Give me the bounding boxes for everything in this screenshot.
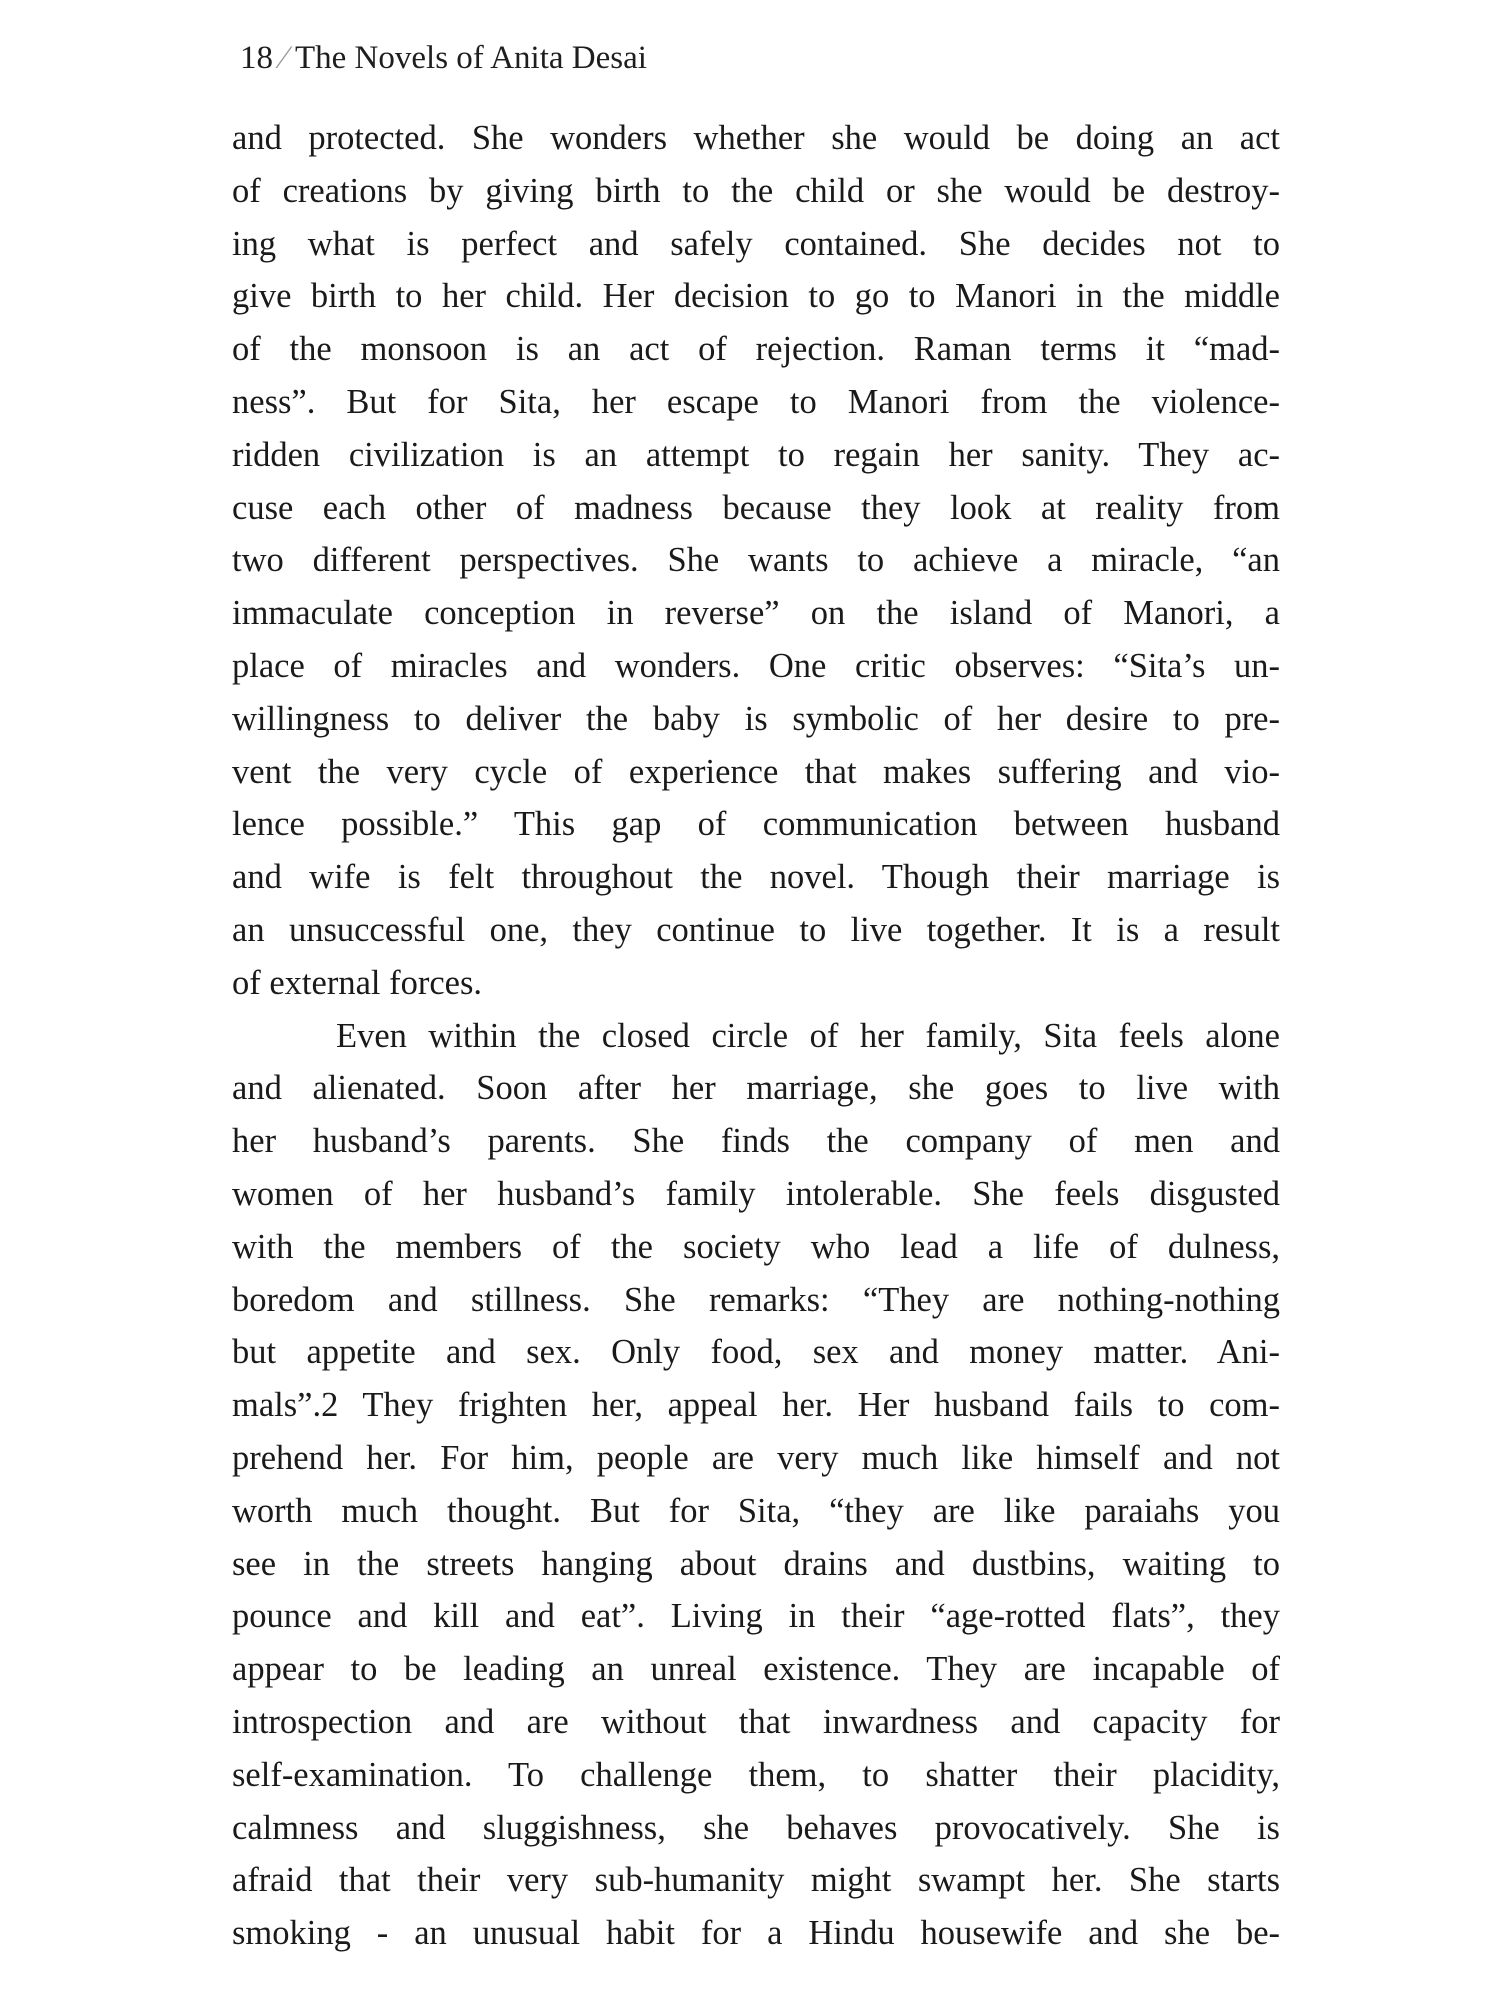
text-line: self-examination. To challenge them, to shatter their placidity, xyxy=(232,1755,1280,1794)
text-line: of external forces. xyxy=(232,963,482,1002)
paragraph-2 xyxy=(232,1010,1280,1960)
text-line: but appetite and sex. Only food, sex and money matter. Ani- xyxy=(232,1333,1280,1372)
text-line: Even within the closed circle of her family, Sita feels alone xyxy=(336,1016,1280,1055)
text-line: an unsuccessful one, they continue to live together. It is a result xyxy=(232,910,1280,949)
text-line: give birth to her child. Her decision to go to Manori in the middle xyxy=(232,277,1280,316)
text-line: immaculate conception in reverse” on the island of Manori, a xyxy=(232,594,1280,633)
body-text xyxy=(232,112,1280,1960)
text-line: introspection and are without that inwardness and capacity for xyxy=(232,1702,1280,1741)
text-line: prehend her. For him, people are very much like himself and not xyxy=(232,1438,1280,1477)
text-line: with the members of the society who lead a life of dulness, xyxy=(232,1227,1280,1266)
text-line: ness”. But for Sita, her escape to Manori from the violence- xyxy=(232,382,1280,421)
text-line: calmness and sluggishness, she behaves provocatively. She is xyxy=(232,1808,1280,1847)
text-line: lence possible.” This gap of communication between husband xyxy=(232,805,1280,844)
text-line: ridden civilization is an attempt to regain her sanity. They ac- xyxy=(232,435,1280,474)
text-line: her husband’s parents. She finds the company of men and xyxy=(232,1122,1280,1161)
text-line: see in the streets hanging about drains and dustbins, waiting to xyxy=(232,1544,1280,1583)
text-line: of creations by giving birth to the child or she would be destroy- xyxy=(232,171,1280,210)
text-line: pounce and kill and eat”. Living in their “age-rotted flats”, they xyxy=(232,1597,1280,1636)
text-line: worth much thought. But for Sita, “they are like paraiahs you xyxy=(232,1491,1280,1530)
text-line: women of her husband’s family intolerable. She feels disgusted xyxy=(232,1174,1280,1213)
text-line: and protected. She wonders whether she would be doing an act xyxy=(232,119,1280,157)
page-number: 18 xyxy=(240,40,273,76)
text-line: vent the very cycle of experience that makes suffering and vio- xyxy=(232,752,1280,791)
text-line: afraid that their very sub-humanity might swampt her. She starts xyxy=(232,1861,1280,1900)
text-line: place of miracles and wonders. One critic observes: “Sita’s un- xyxy=(232,646,1280,685)
text-line: mals”.2 They frighten her, appeal her. Her husband fails to com- xyxy=(232,1386,1280,1425)
text-line: willingness to deliver the baby is symbolic of her desire to pre- xyxy=(232,699,1280,738)
paragraph-1 xyxy=(232,112,1280,1010)
text-line: smoking - an unusual habit for a Hindu housewife and she be- xyxy=(232,1914,1280,1953)
text-line: two different perspectives. She wants to achieve a miracle, “an xyxy=(232,541,1280,580)
text-line: and alienated. Soon after her marriage, she goes to live with xyxy=(232,1069,1280,1108)
text-line: boredom and stillness. She remarks: “They are nothing-nothing xyxy=(232,1280,1280,1319)
header-separator: ∕ xyxy=(281,40,287,76)
text-line: cuse each other of madness because they look at reality from xyxy=(232,488,1280,527)
text-line: and wife is felt throughout the novel. Though their marriage is xyxy=(232,858,1280,897)
running-head xyxy=(240,38,647,78)
text-line: appear to be leading an unreal existence. They are incapable of xyxy=(232,1650,1280,1689)
book-title: The Novels of Anita Desai xyxy=(295,40,647,76)
text-line: of the monsoon is an act of rejection. Raman terms it “mad- xyxy=(232,330,1280,369)
text-line: ing what is perfect and safely contained. She decides not to xyxy=(232,224,1280,263)
